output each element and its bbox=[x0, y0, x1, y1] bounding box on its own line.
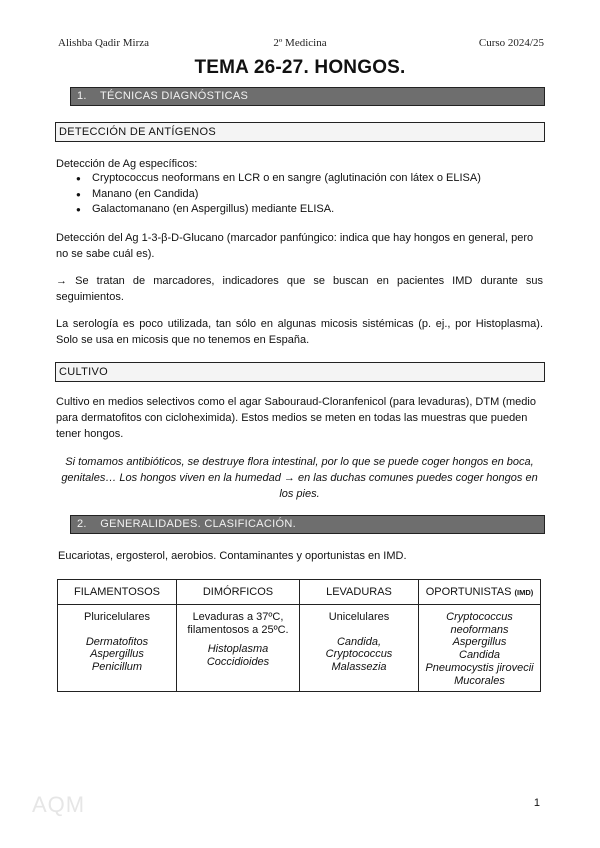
cell-example: Cryptococcus bbox=[325, 648, 393, 661]
table-cell-levaduras bbox=[300, 605, 419, 692]
cell-example: Aspergillus bbox=[452, 636, 507, 649]
cell-example: Pneumocystis jirovecii bbox=[425, 661, 534, 674]
cell-example: Penicillum bbox=[91, 661, 143, 674]
page-title: TEMA 26-27. HONGOS. bbox=[194, 57, 406, 78]
cell-example: Dermatofitos bbox=[85, 635, 149, 648]
section-2-number: 2. bbox=[77, 518, 87, 530]
list-item: ● Cryptococcus neoformans en LCR o en sangre (aglutinación con látex o ELISA) bbox=[56, 171, 543, 187]
header-year: Curso 2024/25 bbox=[478, 37, 544, 49]
imd-tag: (IMD) bbox=[514, 588, 534, 597]
cell-example: Mucorales bbox=[454, 674, 505, 687]
cell-description: Pluricelulares bbox=[83, 611, 151, 623]
cell-example: Malassezia bbox=[331, 661, 387, 674]
table-cell-filamentosos bbox=[58, 605, 177, 692]
serology-paragraph: La serología es poco utilizada, tan sólo en algunas micosis sistémicas (p. ej., por Histoplasma). Solo se usa en micosis que no tenemos en España. bbox=[56, 318, 543, 346]
table-header-label: OPORTUNISTAS bbox=[425, 586, 512, 598]
markers-paragraph: → Se tratan de marcadores, indicadores que se buscan en pacientes IMD durante sus seguimientos. bbox=[56, 275, 543, 303]
general-paragraph: Eucariotas, ergosterol, aerobios. Contaminantes y oportunistas en IMD. bbox=[58, 550, 407, 562]
header-course: 2º Medicina bbox=[273, 37, 327, 49]
watermark: AQM bbox=[32, 792, 86, 817]
page-number: 1 bbox=[533, 797, 540, 809]
list-item: ● Galactomanano (en Aspergillus) mediante ELISA. bbox=[56, 202, 543, 218]
culture-heading: CULTIVO bbox=[55, 362, 545, 382]
section-1-heading bbox=[70, 87, 545, 106]
cell-example: Histoplasma bbox=[207, 643, 269, 656]
table-cell-oportunistas bbox=[419, 605, 541, 692]
table-header: FILAMENTOSOS bbox=[58, 580, 177, 605]
list-item: ● Manano (en Candida) bbox=[56, 187, 543, 203]
section-2-label: GENERALIDADES. CLASIFICACIÓN. bbox=[100, 518, 296, 530]
culture-note: Si tomamos antibióticos, se destruye flora intestinal, por lo que se puede coger hongos en boca, genitales… Los hongos viven en la humedad → en las duchas comunes puedes coger hongos en los pies. bbox=[61, 456, 538, 500]
cell-example: Cryptococcus bbox=[446, 611, 513, 623]
section-2-heading bbox=[70, 515, 545, 534]
cell-example: neoformans bbox=[450, 623, 509, 636]
cell-example: Candida bbox=[459, 649, 500, 662]
cell-example: Candida, bbox=[336, 635, 382, 648]
culture-paragraph: Cultivo en medios selectivos como el agar Sabouraud-Cloranfenicol (para levaduras), DTM (medio para dermatofitos con cicloheximida). Estos medios se meten en todas las muestras que pueden tener hongos. bbox=[56, 396, 536, 440]
table-header: LEVADURAS bbox=[300, 580, 419, 605]
section-1-number: 1. bbox=[77, 90, 87, 102]
table-cell-dimorficos bbox=[177, 605, 300, 692]
antigen-heading: DETECCIÓN DE ANTÍGENOS bbox=[55, 122, 545, 142]
cell-example: Coccidioides bbox=[206, 656, 270, 669]
table-header-opportunists bbox=[419, 580, 541, 605]
cell-description: Unicelulares bbox=[328, 611, 390, 623]
table-row bbox=[58, 605, 541, 692]
header-author: Alishba Qadir Mirza bbox=[58, 37, 150, 49]
cell-description: filamentosos a 25ºC. bbox=[187, 623, 289, 636]
classification-table bbox=[57, 579, 541, 692]
antigen-intro: Detección de Ag específicos: bbox=[56, 158, 198, 170]
table-header: DIMÓRFICOS bbox=[177, 580, 300, 605]
glucan-paragraph: Detección del Ag 1-3-β-D-Glucano (marcador panfúngico: indica que hay hongos en general, pero no se sabe cuál es). bbox=[56, 232, 534, 260]
antigen-list bbox=[56, 171, 543, 218]
table-header-row bbox=[58, 580, 541, 605]
cell-example: Aspergillus bbox=[90, 648, 144, 661]
cell-description: Levaduras a 37ºC, bbox=[192, 611, 284, 623]
section-1-label: TÉCNICAS DIAGNÓSTICAS bbox=[100, 90, 249, 102]
